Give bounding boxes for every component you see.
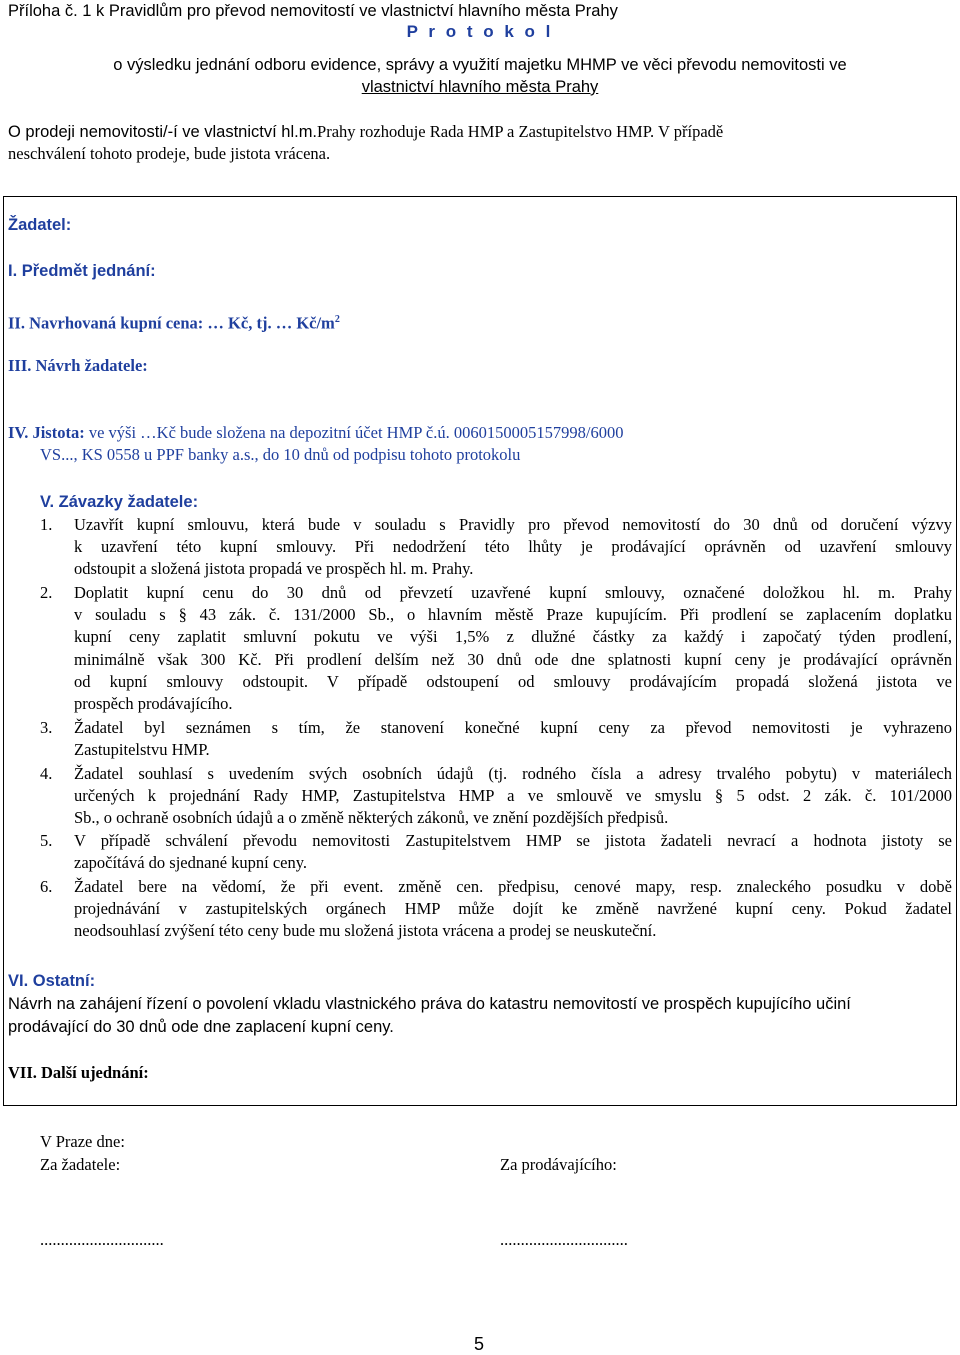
- place-date-label: V Praze dne:: [40, 1132, 125, 1151]
- obligation-number: 4.: [40, 764, 53, 783]
- obligation-number: 1.: [40, 515, 53, 534]
- seller-signature-line: ...............................: [500, 1230, 628, 1249]
- obligation-line: od kupní smlouvy odstoupit. V případě odstoupení od smlouvy prodávajícím propadá složená jistota ve: [74, 671, 952, 691]
- price-value: … Kč, tj. … Kč/m: [203, 313, 335, 333]
- applicant-heading: Žadatel:: [8, 216, 72, 234]
- price-row: [8, 309, 340, 335]
- page-number: 5: [474, 1334, 485, 1354]
- obligation-line: v souladu s § 43 zák. č. 131/2000 Sb., o hlavním městě Praze kupujícím. Při prodlení se zaplacením doplatku: [74, 605, 952, 625]
- obligation-line: Žadatel byl seznámen s tím, že stanovení konečné kupní ceny za převod nemovitosti je vyhrazeno: [74, 718, 952, 737]
- seller-signature-label: Za prodávajícího:: [500, 1155, 617, 1174]
- obligation-text: [74, 514, 952, 581]
- other-line1: Návrh na zahájení řízení o povolení vkladu vlastnického práva do katastru nemovitostí ve prospěch kupujícího učiní: [8, 995, 851, 1013]
- obligation-number: 5.: [40, 831, 53, 850]
- obligation-text: [74, 763, 952, 830]
- deposit-text: ve výši …Kč bude složena na depozitní účet HMP č.ú. 0060150005157998/6000: [84, 423, 624, 442]
- intro-line1: [8, 121, 723, 143]
- obligation-line: Žadatel bere na vědomí, že při event. změně cen. předpisu, cenové mapy, resp. znaleckého posudku v době: [74, 877, 952, 896]
- obligation-line: odstoupit a složená jistota propadá ve prospěch hl. m. Prahy.: [74, 559, 474, 579]
- proposal-heading: III. Návrh žadatele:: [8, 356, 148, 375]
- obligation-line: V případě schválení převodu nemovitosti Zastupitelstvem HMP se jistota žadateli nevrací a hodnota jistoty se: [74, 831, 952, 850]
- other-heading: VI. Ostatní:: [8, 972, 96, 990]
- obligation-line: Doplatit kupní cenu do 30 dnů od převzetí uzavřené kupní smlouvy, označené doložkou hl. m. Prahy: [74, 583, 952, 602]
- obligation-text: [74, 830, 952, 874]
- further-heading: VII. Další ujednání:: [8, 1063, 149, 1082]
- deposit-details: VS..., KS 0558 u PPF banky a.s., do 10 dnů od podpisu tohoto protokolu: [40, 445, 521, 464]
- obligation-line: určených k projednání Rady HMP, Zastupitelstva HMP a ve smlouvě ve smyslu § 5 odst. 2 zák. č. 101/2000: [74, 786, 952, 806]
- applicant-signature-label: Za žadatele:: [40, 1155, 121, 1174]
- other-line2: prodávající do 30 dnů ode dne zaplacení kupní ceny.: [8, 1018, 394, 1036]
- intro-line1-part-a: O prodeji nemovitosti/-í ve vlastnictví hl.m.: [8, 123, 318, 141]
- intro-line1-part-b: Prahy rozhoduje Rada HMP a Zastupitelstvo HMP. V případě: [317, 122, 724, 141]
- obligation-number: 3.: [40, 718, 53, 737]
- obligation-line: započítává do sjednané kupní ceny.: [74, 853, 308, 873]
- obligation-line: neodsouhlasí zvýšení této ceny bude mu složená jistota vrácena a prodej se neuskuteční.: [74, 921, 657, 941]
- appendix-note: Příloha č. 1 k Pravidlům pro převod nemovitostí ve vlastnictví hlavního města Prahy: [8, 2, 618, 20]
- obligation-line: Sb., o ochraně osobních údajů a o změně některých zákonů, ve znění pozdějších předpisů.: [74, 808, 669, 828]
- obligation-line: prospěch prodávajícího.: [74, 693, 233, 713]
- intro-line2: neschválení tohoto prodeje, bude jistota vrácena.: [8, 144, 331, 163]
- deposit-row: [8, 422, 623, 444]
- obligation-line: Uzavřít kupní smlouvu, která bude v souladu s Pravidly pro převod nemovitostí do 30 dnů od doručení výzvy: [74, 515, 952, 534]
- obligation-text: [74, 717, 952, 761]
- applicant-signature-line: ..............................: [40, 1230, 164, 1249]
- document-subtitle-line1: o výsledku jednání odboru evidence, správy a využití majetku MHMP ve věci převodu nemovitosti ve: [113, 56, 847, 74]
- deposit-line2: [40, 444, 520, 466]
- obligation-line: Zastupitelstvu HMP.: [74, 740, 210, 760]
- subject-heading: I. Předmět jednání:: [8, 262, 156, 280]
- obligation-number: 6.: [40, 877, 53, 896]
- obligation-text: [74, 582, 952, 715]
- document-subtitle-line2: vlastnictví hlavního města Prahy: [361, 78, 599, 96]
- obligation-line: kupní ceny zaplatit smluvní pokutu ve výši 1,5% z dlužné částky za každý i započatý týden prodlení,: [74, 627, 952, 647]
- obligation-line: Žadatel souhlasí s uvedením svých osobních údajů (tj. rodného čísla a adresy trvalého pobytu) v materiálech: [74, 764, 952, 783]
- obligation-line: projednávání v zastupitelských orgánech HMP může dojít ke změně navržené kupní ceny. Pokud žadatel: [74, 899, 952, 919]
- obligations-heading: V. Závazky žadatele:: [40, 493, 199, 511]
- obligation-line: minimálně však 300 Kč. Při prodlení delším než 30 dnů ode dne splatnosti kupní ceny je prodávající oprávněn: [74, 649, 952, 669]
- obligation-number: 2.: [40, 583, 53, 602]
- deposit-label: IV. Jistota:: [8, 423, 85, 442]
- price-unit-exponent: 2: [334, 314, 340, 325]
- obligation-text: [74, 876, 952, 943]
- document-title: P r o t o k o l: [406, 22, 554, 41]
- obligation-line: k uzavření této kupní smlouvy. Při nedodržení této lhůty je prodávající oprávněn od uzavření smlouvy: [74, 537, 952, 557]
- price-label: II. Navrhovaná kupní cena:: [8, 313, 204, 333]
